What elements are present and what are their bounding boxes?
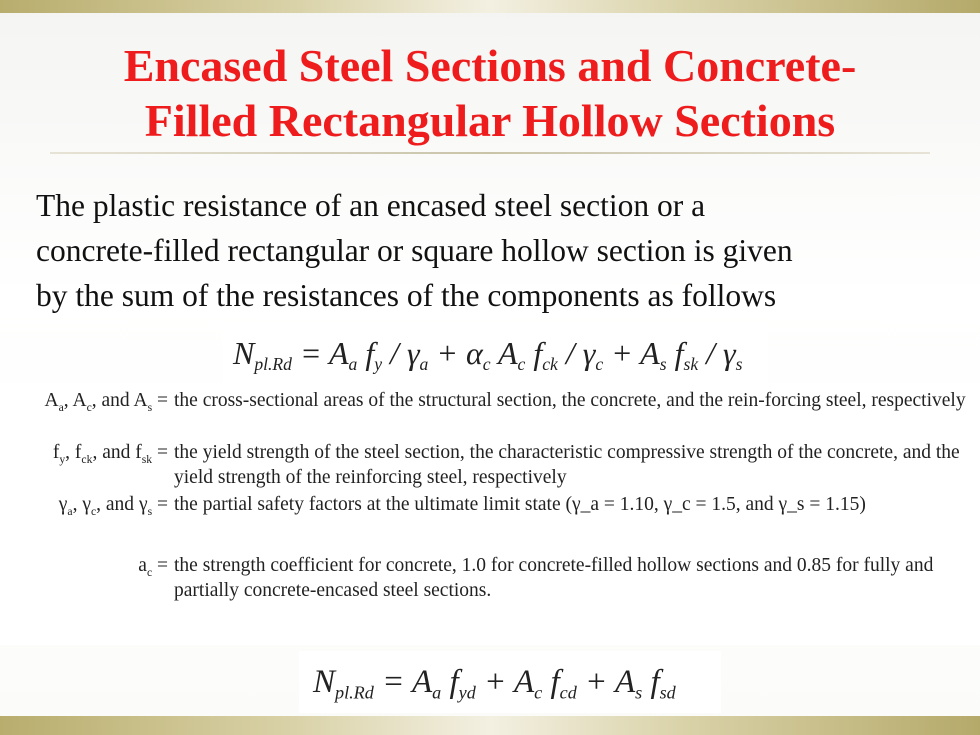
definition-term: $A_a$, $A_c$, and $A_s$ = <box>44 390 168 414</box>
design-resistance-formula: $N_{pl.Rd} = A_a$ $f_{yd} + A_c$ $f_{cd} + A_s$ $f_{sd}$ <box>299 651 721 713</box>
definition-term: $f_y$, $f_{ck}$, and $f_{sk}$ = <box>52 442 168 466</box>
top-decorative-band <box>0 0 980 13</box>
plastic-resistance-formula: $N_{pl.Rd} = A_a$ $f_y / \gamma_a + \alpha_c$ $A_c$ $f_{ck} / \gamma_c + A_s$ $f_{sk} / \gamma_s$ <box>223 323 768 383</box>
definitions-panel <box>0 383 980 645</box>
bottom-decorative-band <box>0 716 980 735</box>
intro-line-2: concrete-filled rectangular or square hollow section is given <box>36 233 793 268</box>
definition-text: the partial safety factors at the ultimate limit state (γ_a = 1.10, γ_c = 1.5, and γ_s = 1.15) <box>174 494 866 515</box>
definition-text: the yield strength of the steel section, the characteristic compressive strength of the concrete, and the yield strength of the reinforcing steel, respectively <box>174 442 960 488</box>
title-line-2: Filled Rectangular Hollow Sections <box>144 95 836 146</box>
definition-text: the strength coefficient for concrete, 1.0 for concrete-filled hollow sections and 0.85 for fully and partially concrete-encased steel sections. <box>174 555 934 601</box>
title-underline <box>50 152 930 154</box>
title-line-1: Encased Steel Sections and Concrete- <box>123 40 857 91</box>
definition-term: $\gamma_a$, $\gamma_c$, and $\gamma_s$ = <box>58 494 168 518</box>
intro-paragraph <box>36 183 956 318</box>
definition-term: $a_c$ = <box>138 555 168 579</box>
intro-line-3: by the sum of the resistances of the components as follows <box>36 278 777 313</box>
intro-line-1: The plastic resistance of an encased steel section or a <box>36 188 706 223</box>
definition-text: the cross-sectional areas of the structural section, the concrete, and the rein-forcing steel, respectively <box>174 390 966 411</box>
slide-title <box>0 38 980 148</box>
